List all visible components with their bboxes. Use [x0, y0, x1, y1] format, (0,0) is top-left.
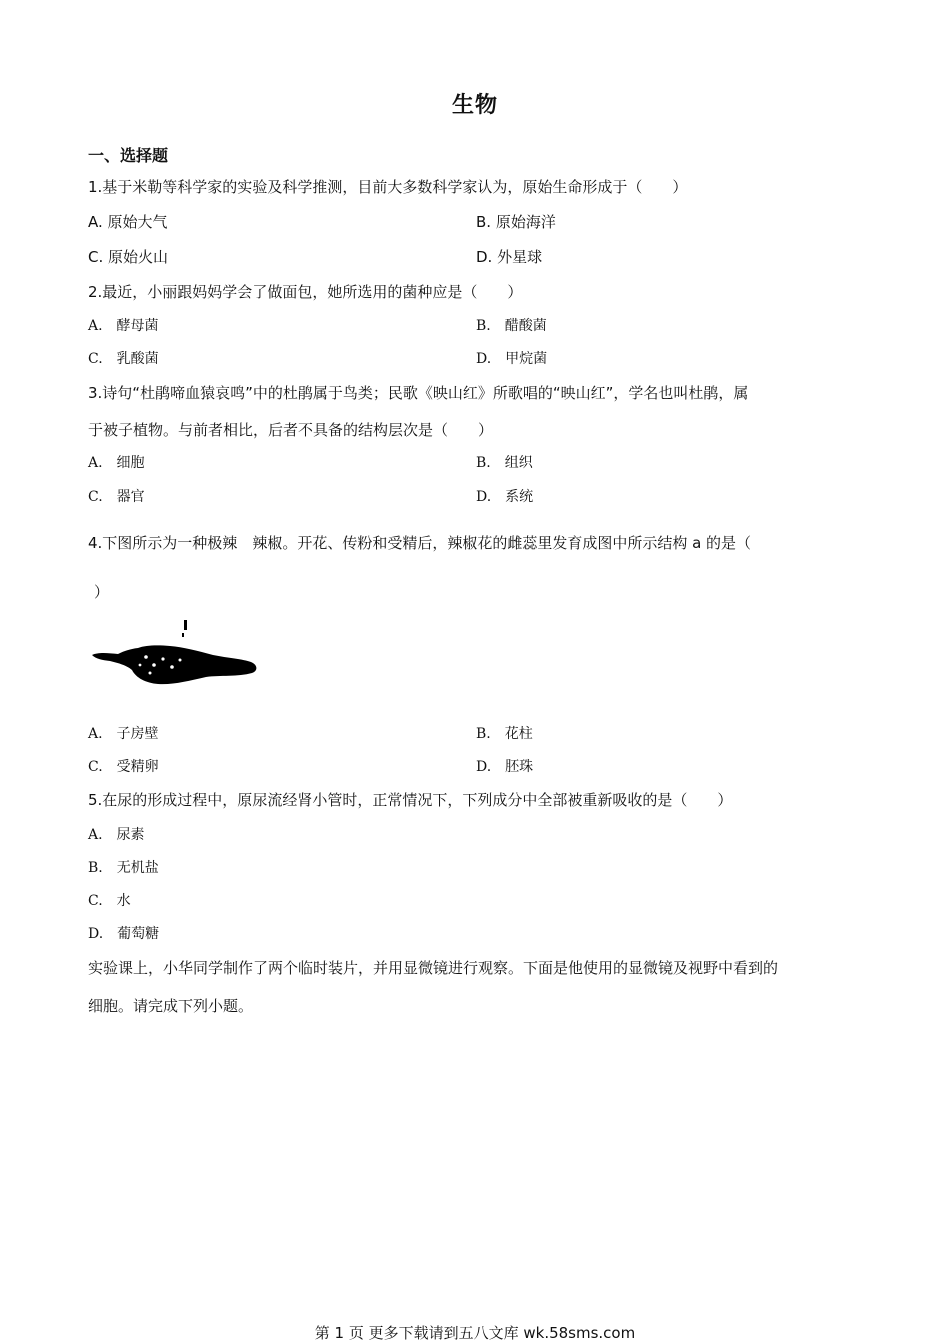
question-3-line-2: 于被子植物。与前者相比，后者不具备的结构层次是（ ） [88, 421, 494, 439]
q5-option-a: A. 尿素 [88, 827, 145, 843]
question-4-line-1: 4.下图所示为一种极辣 辣椒。开花、传粉和受精后，辣椒花的雌蕊里发育成图中所示结构 a 的是（ [88, 534, 752, 552]
q3-option-a: A. 细胞 [88, 455, 145, 471]
question-2-text: 2.最近，小丽跟妈妈学会了做面包，她所选用的菌种应是（ ） [88, 283, 523, 301]
q1-option-c: C. 原始火山 [88, 248, 169, 266]
question-1-text: 1.基于米勒等科学家的实验及科学推测，目前大多数科学家认为，原始生命形成于（ ） [88, 178, 688, 196]
intro-line-1: 实验课上，小华同学制作了两个临时装片，并用显微镜进行观察。下面是他使用的显微镜及视野中看到的 [88, 959, 779, 977]
q2-option-b: B. 醋酸菌 [476, 318, 547, 334]
section-heading: 一、选择题 [88, 146, 169, 165]
page-title: 生物 [451, 93, 498, 118]
question-4-line-2: ） [94, 583, 110, 601]
q3-option-c: C. 器官 [88, 489, 145, 505]
q2-option-c: C. 乳酸菌 [88, 351, 159, 367]
q5-option-b: B. 无机盐 [88, 860, 159, 876]
q4-option-b: B. 花柱 [476, 726, 533, 742]
q3-option-d: D. 系统 [476, 489, 534, 505]
q3-option-b: B. 组织 [476, 455, 533, 471]
q4-option-c: C. 受精卵 [88, 759, 159, 775]
question-5-text: 5.在尿的形成过程中，原尿流经肾小管时，正常情况下，下列成分中全部被重新吸收的是（ ） [88, 791, 733, 809]
question-3-line-1: 3.诗句“杜鹃啼血猿哀鸣”中的杜鹃属于鸟类；民歌《映山红》所歌唱的“映山红”，学名也叫杜鹃，属 [88, 384, 749, 402]
q4-option-d: D. 胚珠 [476, 759, 534, 775]
q1-option-a: A. 原始大气 [88, 213, 168, 231]
q2-option-d: D. 甲烷菌 [476, 351, 548, 367]
q2-option-a: A. 酵母菌 [88, 318, 159, 334]
page-footer: 第 1 页 更多下载请到五八文库 wk.58sms.com [314, 1324, 636, 1342]
q1-option-b: B. 原始海洋 [476, 213, 556, 231]
q5-option-d: D. 葡萄糖 [88, 926, 160, 942]
intro-line-2: 细胞。请完成下列小题。 [88, 997, 254, 1015]
q5-option-c: C. 水 [88, 893, 131, 909]
q4-option-a: A. 子房壁 [88, 726, 159, 742]
q1-option-d: D. 外星球 [476, 248, 543, 266]
chili-pepper-image [88, 615, 263, 690]
